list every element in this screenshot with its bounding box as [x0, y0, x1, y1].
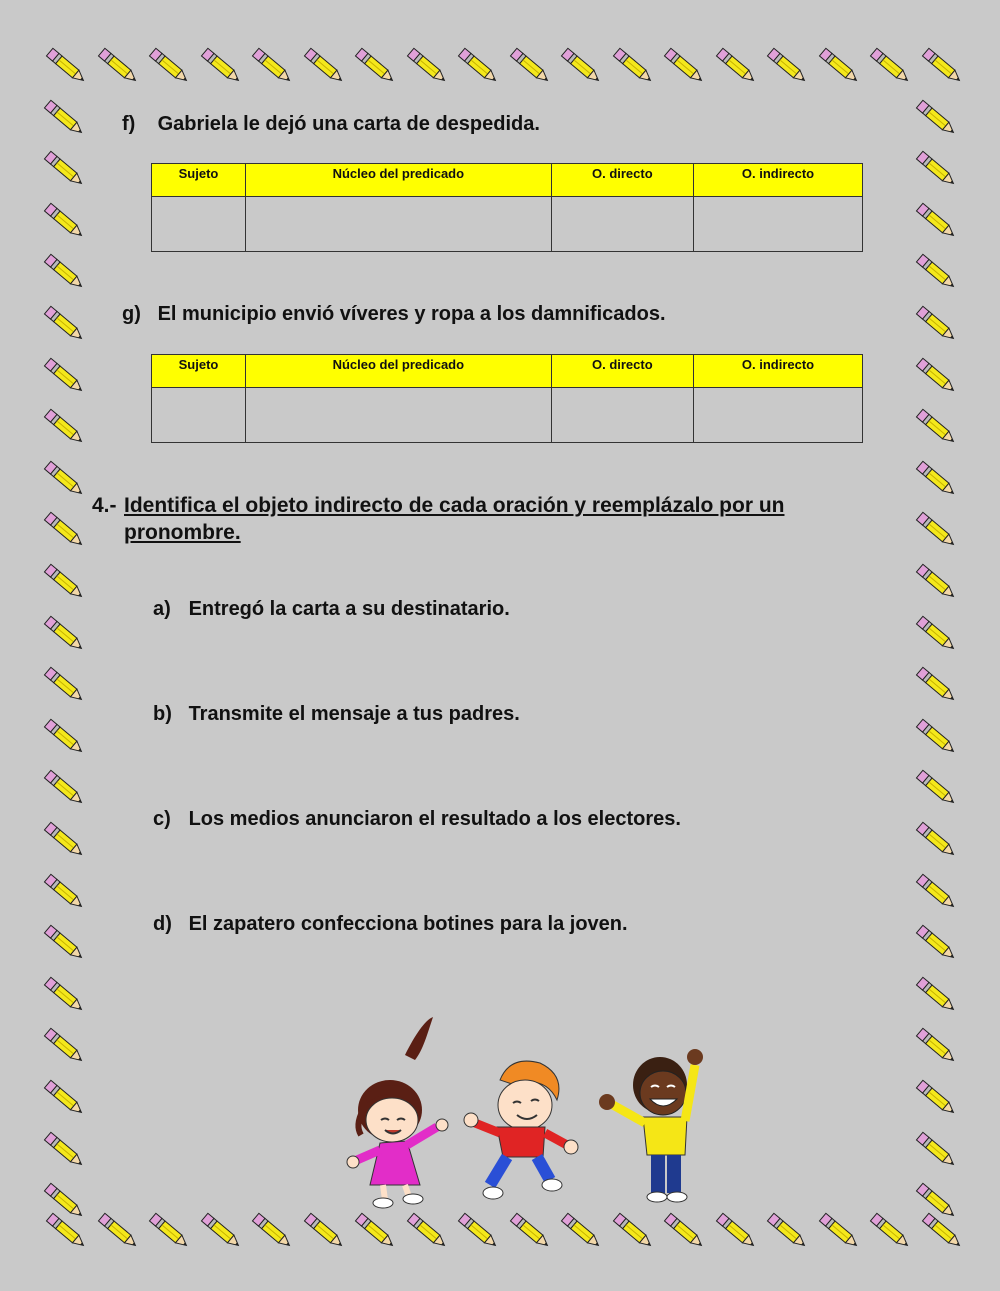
- pencil-icon: [38, 917, 88, 967]
- pencil-icon: [910, 453, 960, 503]
- pencil-icon: [910, 143, 960, 193]
- pencil-icon: [38, 814, 88, 864]
- pencil-icon: [761, 1205, 811, 1255]
- pencil-icon: [38, 453, 88, 503]
- analysis-table-f: [151, 163, 863, 252]
- header-nucleo: Núcleo del predicado: [245, 355, 551, 388]
- header-o-indirecto: O. indirecto: [694, 355, 863, 388]
- pencil-icon: [38, 608, 88, 658]
- pencil-icon: [555, 40, 605, 90]
- boy-yellow-shirt-figure: [599, 1049, 703, 1202]
- pencil-icon: [910, 1020, 960, 1070]
- sentence-text: Los medios anunciaron el resultado a los electores.: [188, 808, 681, 830]
- answer-cell-nucleo[interactable]: [245, 197, 551, 252]
- exercise-f: [122, 113, 540, 136]
- pencil-icon: [38, 762, 88, 812]
- exercise-text: Gabriela le dejó una carta de despedida.: [157, 113, 540, 135]
- sentence-label: d): [153, 913, 172, 935]
- pencil-icon: [910, 814, 960, 864]
- pencil-icon: [38, 1072, 88, 1122]
- exercise-text: El municipio envió víveres y ropa a los damnificados.: [157, 303, 666, 325]
- pencil-icon: [38, 1175, 88, 1225]
- girl-figure: [347, 1017, 448, 1208]
- header-o-directo: O. directo: [551, 355, 693, 388]
- sentence-label: b): [153, 703, 172, 725]
- exercise-label: g): [122, 303, 141, 325]
- pencil-icon: [910, 246, 960, 296]
- answer-cell-sujeto[interactable]: [152, 388, 246, 443]
- pencil-icon: [40, 1205, 90, 1255]
- header-o-directo: O. directo: [551, 164, 693, 197]
- pencil-icon: [710, 1205, 760, 1255]
- pencil-icon: [38, 195, 88, 245]
- pencil-icon: [910, 195, 960, 245]
- pencil-icon: [504, 40, 554, 90]
- answer-cell-sujeto[interactable]: [152, 197, 246, 252]
- children-illustration: [345, 1015, 715, 1215]
- answer-cell-nucleo[interactable]: [245, 388, 551, 443]
- pencil-icon: [910, 969, 960, 1019]
- sentence-a: [153, 598, 510, 621]
- pencil-icon: [910, 917, 960, 967]
- pencil-icon: [38, 246, 88, 296]
- pencil-icon: [143, 1205, 193, 1255]
- pencil-icon: [864, 40, 914, 90]
- pencil-icon: [761, 40, 811, 90]
- exercise-g: [122, 303, 666, 326]
- sentence-c: [153, 808, 681, 831]
- pencil-icon: [910, 350, 960, 400]
- section-instruction: Identifica el objeto indirecto de cada oración y reemplázalo por un pronombre.: [124, 494, 785, 544]
- pencil-icon: [910, 1124, 960, 1174]
- pencil-icon: [813, 40, 863, 90]
- exercise-label: f): [122, 113, 136, 135]
- pencil-icon: [910, 401, 960, 451]
- pencil-icon: [246, 1205, 296, 1255]
- pencil-icon: [710, 40, 760, 90]
- pencil-icon: [195, 1205, 245, 1255]
- analysis-table-g: [151, 354, 863, 443]
- pencil-icon: [38, 866, 88, 916]
- pencil-icon: [910, 92, 960, 142]
- answer-cell-o-directo[interactable]: [551, 197, 693, 252]
- pencil-icon: [452, 40, 502, 90]
- pencil-icon: [38, 969, 88, 1019]
- pencil-icon: [40, 40, 90, 90]
- pencil-icon: [38, 504, 88, 554]
- pencil-icon: [298, 40, 348, 90]
- sentence-label: a): [153, 598, 171, 620]
- answer-cell-o-indirecto[interactable]: [694, 388, 863, 443]
- section-number: 4.-: [92, 494, 117, 517]
- pencil-icon: [38, 659, 88, 709]
- pencil-icon: [38, 92, 88, 142]
- pencil-icon: [246, 40, 296, 90]
- pencil-icon: [92, 40, 142, 90]
- sentence-b: [153, 703, 520, 726]
- pencil-icon: [38, 1124, 88, 1174]
- pencil-icon: [38, 401, 88, 451]
- pencil-icon: [38, 298, 88, 348]
- pencil-icon: [910, 659, 960, 709]
- pencil-icon: [910, 608, 960, 658]
- sentence-text: Transmite el mensaje a tus padres.: [188, 703, 520, 725]
- pencil-icon: [910, 556, 960, 606]
- pencil-icon: [92, 1205, 142, 1255]
- pencil-icon: [864, 1205, 914, 1255]
- pencil-icon: [910, 711, 960, 761]
- sentence-label: c): [153, 808, 171, 830]
- pencil-icon: [813, 1205, 863, 1255]
- pencil-icon: [916, 40, 966, 90]
- pencil-icon: [401, 40, 451, 90]
- sentence-text: El zapatero confecciona botines para la joven.: [188, 913, 628, 935]
- pencil-icon: [658, 40, 708, 90]
- pencil-icon: [916, 1205, 966, 1255]
- pencil-icon: [910, 504, 960, 554]
- header-o-indirecto: O. indirecto: [694, 164, 863, 197]
- pencil-icon: [38, 711, 88, 761]
- answer-cell-o-directo[interactable]: [551, 388, 693, 443]
- pencil-icon: [38, 1020, 88, 1070]
- pencil-icon: [38, 350, 88, 400]
- pencil-icon: [910, 866, 960, 916]
- boy-red-hair-figure: [464, 1061, 578, 1199]
- pencil-icon: [910, 762, 960, 812]
- sentence-text: Entregó la carta a su destinatario.: [188, 598, 510, 620]
- section-4-title: [92, 492, 872, 546]
- sentence-d: [153, 913, 628, 936]
- pencil-icon: [38, 556, 88, 606]
- answer-cell-o-indirecto[interactable]: [694, 197, 863, 252]
- header-nucleo: Núcleo del predicado: [245, 164, 551, 197]
- pencil-icon: [607, 40, 657, 90]
- pencil-icon: [349, 40, 399, 90]
- pencil-icon: [195, 40, 245, 90]
- pencil-icon: [910, 1072, 960, 1122]
- pencil-icon: [38, 143, 88, 193]
- pencil-icon: [910, 1175, 960, 1225]
- pencil-icon: [910, 298, 960, 348]
- header-sujeto: Sujeto: [152, 355, 246, 388]
- pencil-icon: [298, 1205, 348, 1255]
- pencil-icon: [143, 40, 193, 90]
- header-sujeto: Sujeto: [152, 164, 246, 197]
